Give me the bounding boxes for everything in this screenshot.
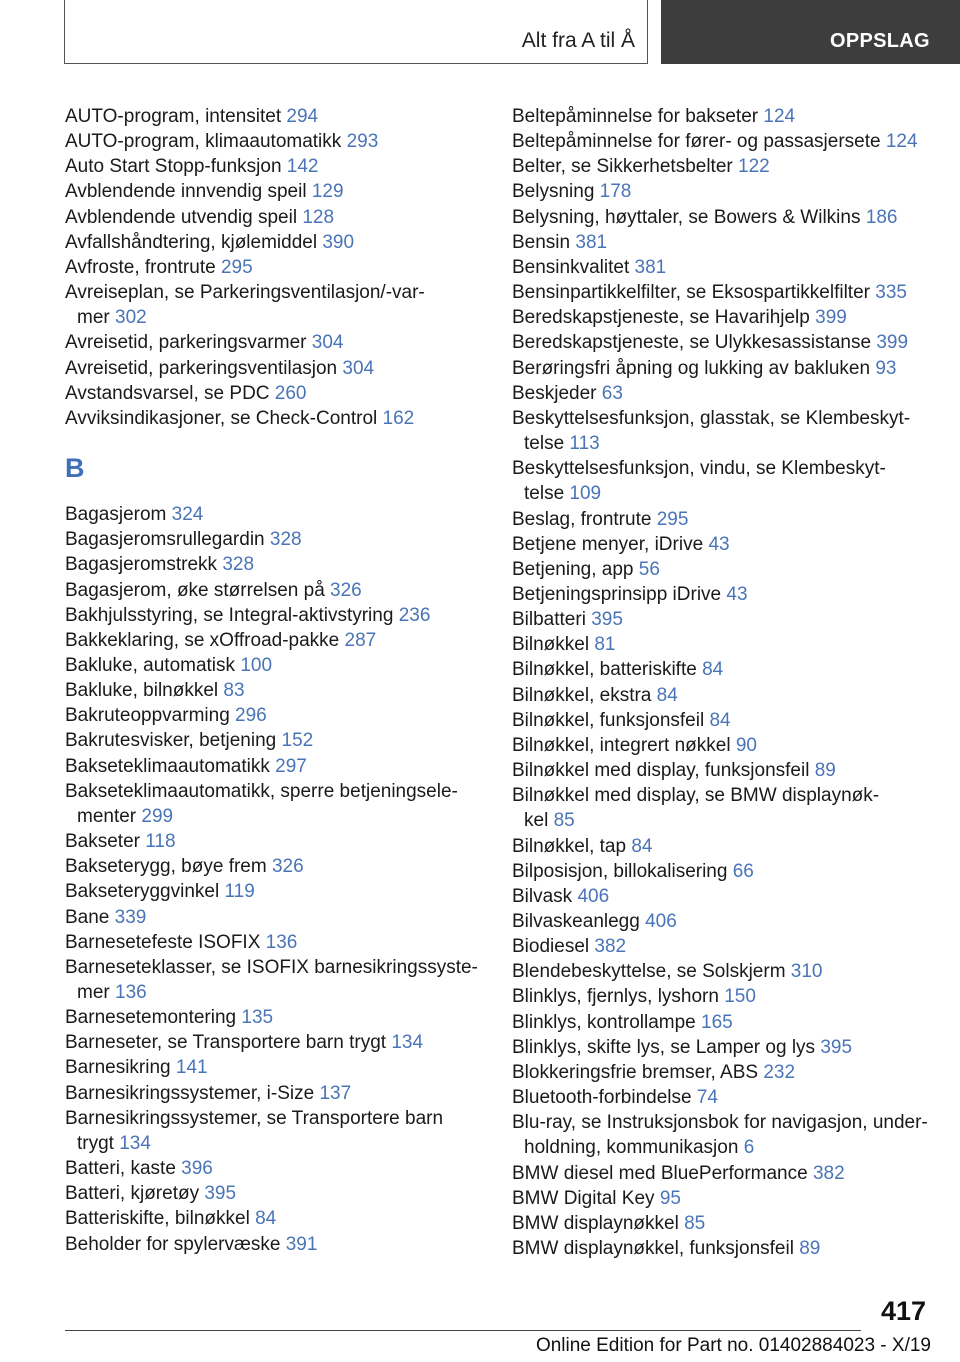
page-link[interactable]: 232 [763,1061,796,1083]
page-link[interactable]: 93 [875,357,897,379]
page-link[interactable]: 326 [330,579,362,601]
index-letter-b: B [65,453,85,484]
page-link[interactable]: 295 [656,508,689,530]
entry-text-continued: mer [77,982,110,1003]
index-entry [512,1110,942,1160]
index-entry [65,356,485,381]
entry-text: Avstandsvarsel, se PDC [65,382,270,404]
entry-text: Betjening, app [512,558,634,580]
page-link[interactable]: 135 [241,1007,274,1029]
entry-text: Bagasjerom [65,504,167,526]
entry-text: Barnesetefeste ISOFIX [65,931,261,953]
entry-text-continued: menter [77,805,137,827]
index-entry [65,829,485,854]
index-entry [512,255,942,280]
entry-text: Bensinkvalitet [512,256,630,278]
entry-text: Bagasjeromsrullegardin [65,529,265,551]
index-entry [512,934,942,959]
index-entry [512,708,942,733]
entry-text: Betjene menyer, iDrive [512,533,704,555]
page-link[interactable]: 113 [569,433,600,455]
entry-text: Blinklys, skifte lys, se Lamper og lys [512,1036,816,1058]
entry-text: Barnesikringssystemer, se Transportere barn [65,1107,444,1129]
page-link[interactable]: 137 [319,1082,352,1104]
index-entry [512,330,942,355]
entry-text: Bilnøkkel med display, funksjonsfeil [512,760,810,782]
entry-text: Blendebeskyttelse, se Solskjerm [512,961,786,983]
entry-text: Beskyttelsesfunksjon, vindu, se Klembeskyt- [512,458,886,480]
index-entry [512,859,942,884]
page-link[interactable]: 84 [702,659,724,681]
index-entry [65,330,485,355]
entry-text: BMW displaynøkkel, funksjonsfeil [512,1238,794,1260]
index-group-a [65,104,485,431]
index-entry [65,205,485,230]
entry-text: Bensinpartikkelfilter, se Eksospartikkelfilter [512,282,870,304]
entry-text: Beredskapstjeneste, se Ulykkesassistanse [512,332,872,354]
page-link[interactable]: 83 [223,680,245,702]
entry-text: Bakseteryggvinkel [65,881,220,903]
index-entry [65,1106,485,1156]
entry-text: Bakseteklimaautomatikk [65,755,270,777]
page-link[interactable]: 260 [274,382,307,404]
page-link[interactable]: 43 [708,533,730,555]
page-link[interactable]: 395 [591,609,623,631]
index-entry [65,1005,485,1030]
page-link[interactable]: 152 [281,730,314,752]
index-entry [65,628,485,653]
page-link[interactable]: 339 [114,906,147,928]
index-entry [512,758,942,783]
page-link[interactable]: 399 [876,332,909,354]
index-column-right [512,104,942,1261]
page-link[interactable]: 293 [346,131,379,153]
index-entry [512,179,942,204]
page-link[interactable]: 150 [724,986,756,1008]
page-link[interactable]: 328 [222,554,255,576]
entry-text: Belysning, høyttaler, se Bowers & Wilkins [512,206,861,228]
entry-text: Berøringsfri åpning og lukking av bakluken [512,357,871,379]
index-entry [65,930,485,955]
index-entry [512,1211,942,1236]
index-entry [512,532,942,557]
entry-text: Bakseter [65,831,140,853]
entry-text: Belter, se Sikkerhetsbelter [512,156,733,178]
entry-text: Bagasjeromstrekk [65,554,218,576]
entry-text: Batteri, kaste [65,1158,176,1180]
page-link[interactable]: 381 [634,256,667,278]
index-entry [512,356,942,381]
index-entry [65,678,485,703]
entry-text: Bakseterygg, bøye frem [65,856,267,878]
page-link[interactable]: 119 [224,881,255,903]
index-entry [512,582,942,607]
entry-text: Bilnøkkel, ekstra [512,684,652,706]
entry-text: Avfroste, frontrute [65,256,216,278]
entry-text: Barnesikring [65,1057,171,1079]
index-entry [65,230,485,255]
index-entry [65,879,485,904]
index-entry [65,1055,485,1080]
entry-text: Bluetooth-forbindelse [512,1087,692,1109]
entry-text: Bilbatteri [512,609,586,631]
entry-text: Barneseter, se Transportere barn trygt [65,1032,387,1054]
index-entry [65,779,485,829]
index-entry [65,381,485,406]
page-link[interactable]: 124 [763,106,796,127]
page-link[interactable]: 390 [322,231,355,253]
page-link[interactable]: 56 [638,558,660,580]
page-link[interactable]: 326 [271,856,304,878]
page-link[interactable]: 81 [594,634,616,656]
index-entry [65,527,485,552]
entry-text: Bilposisjon, billokalisering [512,860,728,882]
index-entry [512,683,942,708]
page-link[interactable]: 89 [814,760,836,782]
page-link[interactable]: 84 [656,684,678,706]
index-entry [65,854,485,879]
index-entry [512,1186,942,1211]
entry-text: Blokkeringsfrie bremser, ABS [512,1061,759,1083]
entry-text: Beredskapstjeneste, se Havarihjelp [512,307,810,329]
entry-text: Avblendende innvendig speil [65,181,307,203]
page-link[interactable]: 6 [743,1137,755,1159]
entry-text: Bakseteklimaautomatikk, sperre betjeningsele- [65,780,458,802]
entry-text: Auto Start Stopp-funksjon [65,156,282,178]
page-link[interactable]: 122 [738,156,770,178]
page-link[interactable]: 85 [684,1212,706,1234]
entry-text: Bagasjerom, øke størrelsen på [65,579,325,601]
entry-text: BMW Digital Key [512,1187,655,1209]
index-entry [65,955,485,1005]
page-link[interactable]: 304 [311,332,344,354]
index-entry [512,1060,942,1085]
entry-text: Avreiseplan, se Parkeringsventilasjon/-var- [65,282,425,304]
entry-text: Bensin [512,231,571,253]
entry-text: AUTO-program, klimaautomatikk [65,131,342,153]
entry-text: Bakkeklaring, se xOffroad-pakke [65,629,340,651]
page-link[interactable]: 134 [119,1132,151,1154]
index-entry [512,456,942,506]
page-link[interactable]: 302 [115,307,147,329]
index-entry [65,406,485,431]
index-entry [65,703,485,728]
index-entry [65,1232,485,1257]
index-entry [512,884,942,909]
page-link[interactable]: 84 [631,835,653,857]
index-entry [65,754,485,779]
entry-text: Avblendende utvendig speil [65,206,298,228]
entry-text: Avreisetid, parkeringsvarmer [65,332,307,354]
page-link[interactable]: 396 [181,1158,213,1180]
page-link[interactable]: 381 [575,231,608,253]
index-entry [65,154,485,179]
entry-text: Barnesikringssystemer, i-Size [65,1082,315,1104]
index-entry [512,104,942,129]
page-link[interactable]: 141 [175,1057,208,1079]
entry-text: Bilnøkkel, batteriskifte [512,659,697,681]
page-link[interactable]: 296 [235,705,267,727]
page-link[interactable]: 90 [735,734,757,756]
entry-text: Bilnøkkel, funksjonsfeil [512,709,705,731]
page-link[interactable]: 63 [601,382,623,404]
entry-text: Barneseteklasser, se ISOFIX barnesikringssyste- [65,956,478,978]
index-entry [65,502,485,527]
entry-text: AUTO-program, intensitet [65,106,282,127]
entry-text: Biodiesel [512,936,590,958]
entry-text: Batteri, kjøretøy [65,1183,200,1205]
page-link[interactable]: 304 [342,357,375,379]
index-entry [512,154,942,179]
entry-text: Bakruteoppvarming [65,705,230,727]
entry-text: Bilvaskeanlegg [512,911,640,932]
page-link[interactable]: 294 [286,106,319,127]
entry-text: Blinklys, fjernlys, lyshorn [512,986,719,1008]
entry-text: Beskjeder [512,382,597,404]
index-entry [512,834,942,859]
index-entry [65,1156,485,1181]
index-entry [512,557,942,582]
page-link[interactable]: 100 [240,654,273,676]
index-entry [65,104,485,129]
index-entry [512,733,942,758]
entry-text: Beltepåminnelse for fører- og passasjersete [512,131,881,153]
entry-text: Blu-ray, se Instruksjonsbok for navigasjon, under- [512,1112,928,1134]
entry-text: Beholder for spylervæske [65,1233,281,1255]
page-link[interactable]: 186 [865,206,898,228]
entry-text: Betjeningsprinsipp iDrive [512,583,722,605]
entry-text: BMW displaynøkkel [512,1212,679,1234]
page-link[interactable]: 395 [204,1183,237,1205]
entry-text-continued: trygt [77,1132,114,1154]
entry-text: Avreisetid, parkeringsventilasjon [65,357,338,379]
index-entry [65,552,485,577]
page-link[interactable]: 328 [269,529,302,551]
index-entry [65,905,485,930]
index-entry [512,406,942,456]
entry-text: Beskyttelsesfunksjon, glasstak, se Klembeskyt- [512,407,911,429]
index-entry [512,129,942,154]
index-group-b-continued [512,104,942,1261]
page-link[interactable]: 391 [285,1233,318,1255]
index-entry [65,1030,485,1055]
entry-text-continued: kel [524,810,549,832]
tab-label: OPPSLAG [830,30,930,52]
entry-text: Barnesetemontering [65,1007,237,1029]
page-link[interactable]: 84 [255,1208,277,1230]
index-entry [512,1161,942,1186]
tab-oppslag[interactable] [661,0,960,64]
page-link[interactable]: 178 [599,181,632,203]
page-link[interactable]: 136 [115,982,147,1003]
index-entry [512,230,942,255]
index-entry [512,632,942,657]
page-link[interactable]: 297 [275,755,307,777]
entry-text: Bilnøkkel, integrert nøkkel [512,734,731,756]
page-link[interactable]: 84 [709,709,731,731]
page-link[interactable]: 129 [311,181,344,203]
index-entry [512,1010,942,1035]
entry-text: Bane [65,906,110,928]
entry-text: Avviksindikasjoner, se Check-Control [65,407,378,429]
entry-text: Bakluke, automatisk [65,654,236,676]
footer-divider [65,1330,861,1331]
page-link[interactable]: 109 [569,483,602,505]
entry-text: Bakhjulsstyring, se Integral-aktivstyring [65,604,394,626]
index-entry [512,1236,942,1261]
index-entry [512,280,942,305]
entry-text: Bilvask [512,885,573,907]
index-entry [65,578,485,603]
page-link[interactable]: 395 [820,1036,853,1058]
index-entry [512,984,942,1009]
index-entry [65,1081,485,1106]
index-entry [65,280,485,330]
index-entry [512,607,942,632]
page-link[interactable]: 89 [799,1238,821,1260]
page-link[interactable]: 399 [815,307,847,329]
page-link[interactable]: 335 [875,282,907,304]
page-link[interactable]: 142 [286,156,319,178]
page-number: 417 [880,1296,926,1326]
entry-text: Batteriskifte, bilnøkkel [65,1208,250,1230]
index-entry [65,255,485,280]
page-link[interactable]: 162 [382,407,415,429]
entry-text-continued: mer [77,307,110,329]
index-entry [65,1206,485,1231]
index-entry [512,959,942,984]
page-link[interactable]: 299 [141,805,174,827]
page-link[interactable]: 324 [171,504,204,526]
page-link[interactable]: 95 [659,1187,681,1209]
page-link[interactable]: 136 [265,931,298,953]
entry-text: Blinklys, kontrollampe [512,1011,696,1033]
entry-text-continued: holdning, kommunikasjon [524,1137,739,1159]
index-entry [512,1085,942,1110]
index-entry [65,129,485,154]
page-link[interactable]: 382 [594,936,627,958]
index-entry [65,1181,485,1206]
entry-text: Bilnøkkel [512,634,590,656]
index-entry [65,179,485,204]
entry-text: Beslag, frontrute [512,508,652,530]
entry-text: Bakluke, bilnøkkel [65,680,219,702]
entry-text: Bakrutesvisker, betjening [65,730,277,752]
index-column-left [65,104,485,1257]
page-link[interactable]: 406 [577,885,610,907]
page-link[interactable]: 124 [885,131,918,153]
edition-text: Online Edition for Part no. 01402884023 - X/19 [535,1335,931,1356]
entry-text-continued: telse [524,483,565,505]
index-entry [512,205,942,230]
entry-text: Bilnøkkel med display, se BMW displaynøk- [512,785,880,807]
index-group-b [65,502,485,1257]
index-entry [512,381,942,406]
page-link[interactable]: 43 [726,583,748,605]
page-link[interactable]: 287 [344,629,377,651]
page-link[interactable]: 406 [645,911,677,932]
page-link[interactable]: 128 [302,206,335,228]
index-entry [512,507,942,532]
index-entry [512,657,942,682]
page-link[interactable]: 74 [696,1087,718,1109]
page-link[interactable]: 85 [553,810,575,832]
page-link[interactable]: 236 [398,604,431,626]
index-entry [512,783,942,833]
section-title: Alt fra A til Å [521,29,635,52]
page-link[interactable]: 295 [220,256,253,278]
index-entry [512,305,942,330]
entry-text: Avfallshåndtering, kjølemiddel [65,231,318,253]
index-entry [512,1035,942,1060]
page-link[interactable]: 66 [732,860,754,882]
index-entry [512,909,942,934]
page-link[interactable]: 165 [701,1011,733,1033]
page-link[interactable]: 382 [812,1162,845,1184]
entry-text: Beltepåminnelse for bakseter [512,106,759,127]
page-link[interactable]: 134 [391,1032,424,1054]
entry-text: Bilnøkkel, tap [512,835,627,857]
page-link[interactable]: 118 [145,831,176,853]
entry-text-continued: telse [524,433,565,455]
entry-text: BMW diesel med BluePerformance [512,1162,808,1184]
entry-text: Belysning [512,181,595,203]
page-link[interactable]: 310 [790,961,823,983]
index-entry [65,728,485,753]
index-entry [65,603,485,628]
index-entry [65,653,485,678]
